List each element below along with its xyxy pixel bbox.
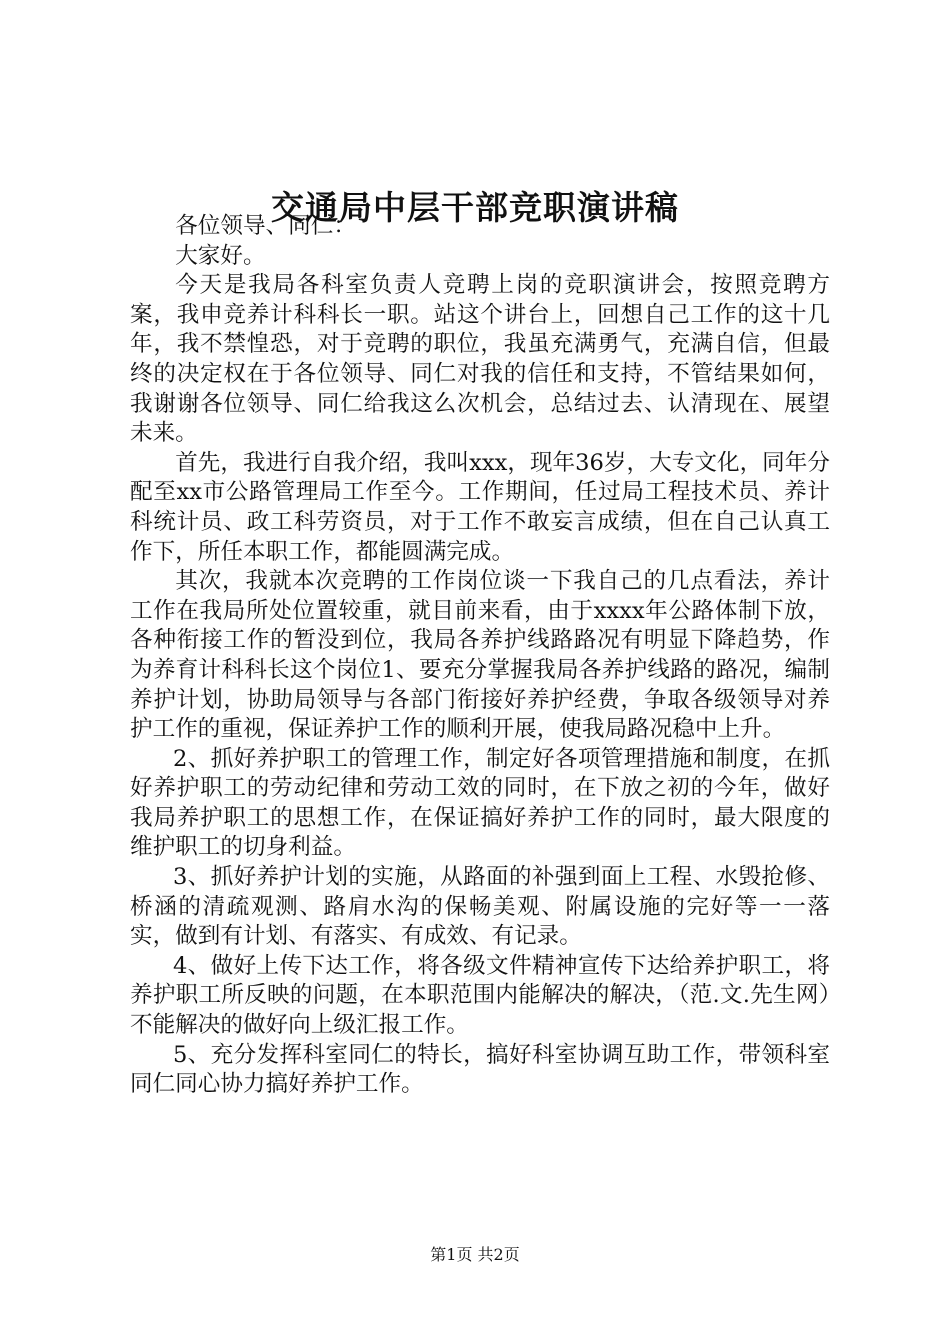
paragraph-point-4: 4、做好上传下达工作，将各级文件精神宣传下达给养护职工，将养护职工所反映的问题，在本职范围内能解决的解决，（范.文.先生网）不能解决的做好向上级汇报工作。 bbox=[130, 952, 830, 1039]
paragraph-views: 其次，我就本次竞聘的工作岗位谈一下我自己的几点看法，养计工作在我局所处位置较重，就目前来看，由于xxxx年公路体制下放，各种衔接工作的暂没到位，我局各养护线路路况有明显下降趋势，作为养育计科科长这个岗位1、要充分掌握我局各养护线路的路况，编制养护计划，协助局领导与各部门衔接好养护经费，争取各级领导对养护工作的重视，保证养护工作的顺利开展，使我局路况稳中上升。 bbox=[130, 568, 830, 743]
page-footer: 第1页 共2页 bbox=[430, 1245, 520, 1264]
paragraph-salutation: 各位领导、同仁： bbox=[175, 213, 356, 239]
paragraph-greeting: 大家好。 bbox=[175, 242, 266, 269]
paragraph-point-5: 5、充分发挥科室同仁的特长，搞好科室协调互助工作，带领科室同仁同心协力搞好养护工作。 bbox=[130, 1041, 830, 1098]
paragraph-intro: 今天是我局各科室负责人竞聘上岗的竞职演讲会，按照竞聘方案，我申竞养计科科长一职。站这个讲台上，回想自己工作的这十几年，我不禁惶恐，对于竞聘的职位，我虽充满勇气，充满自信，但最终的决定权在于各位领导、同仁对我的信任和支持，不管结果如何，我谢谢各位领导、同仁给我这么次机会，总结过去、认清现在、展望未来。 bbox=[130, 272, 830, 447]
paragraph-self-introduction: 首先，我进行自我介绍，我叫xxx，现年36岁，大专文化，同年分配至xx市公路管理局工作至今。工作期间，任过局工程技术员、养计科统计员、政工科劳资员，对于工作不敢妄言成绩，但在自己认真工作下，所任本职工作，都能圆满完成。 bbox=[130, 449, 830, 565]
paragraph-point-3: 3、抓好养护计划的实施，从路面的补强到面上工程、水毁抢修、桥涵的清疏观测、路肩水沟的保畅美观、附属设施的完好等一一落实，做到有计划、有落实、有成效、有记录。 bbox=[130, 864, 830, 950]
paragraph-point-2: 2、抓好养护职工的管理工作，制定好各项管理措施和制度，在抓好养护职工的劳动纪律和劳动工效的同时，在下放之初的今年，做好我局养护职工的思想工作，在保证搞好养护工作的同时，最大限度的维护职工的切身利益。 bbox=[130, 745, 830, 861]
document-title: 交通局中层干部竞职演讲稿 bbox=[271, 188, 679, 227]
document-body bbox=[130, 212, 830, 1100]
